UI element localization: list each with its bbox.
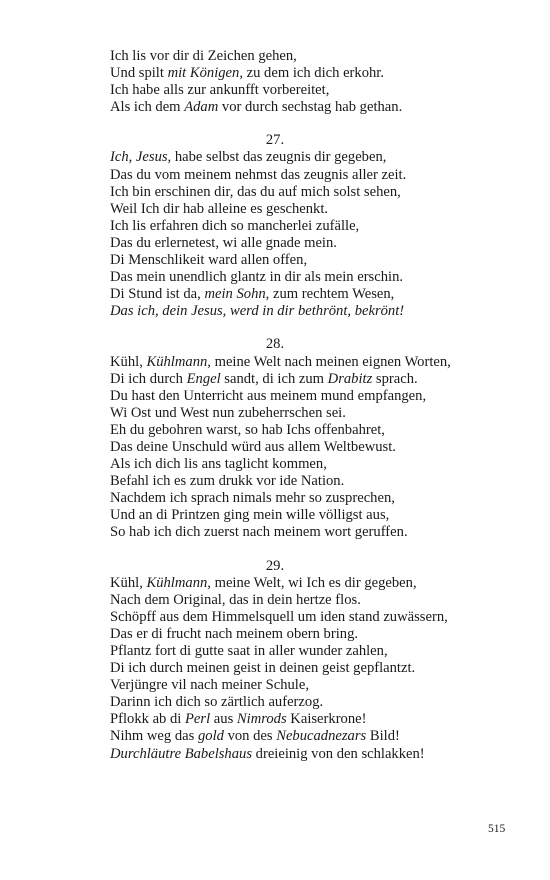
- verse-line: [110, 575, 440, 592]
- verse-line: [110, 405, 440, 422]
- verse-text: Nach dem Original, das in dein hertze flos.: [110, 591, 361, 608]
- verse-text: Ich lis vor dir di Zeichen gehen,: [110, 48, 297, 64]
- verse-text: Wi Ost und West nun zubeherrschen sei.: [110, 404, 346, 421]
- verse-text: Nachdem ich sprach nimals mehr so zusprechen,: [110, 490, 395, 507]
- verse-text: Ich bin erschinen dir, das du auf mich solst sehen,: [110, 183, 401, 200]
- verse-text: zu dem ich dich erkohr.: [242, 65, 385, 82]
- verse-text: aus: [210, 711, 237, 728]
- verse-line: [110, 524, 440, 541]
- verse-text: habe selbst das zeugnis dir gegeben,: [171, 149, 387, 166]
- verse-line: [110, 235, 440, 252]
- verse-text: meine Welt nach meinen eignen Worten,: [210, 353, 451, 370]
- verse-text: Und an di Printzen ging mein wille völligst aus,: [110, 507, 390, 524]
- verse-text: Di ich durch meinen geist in deinen geist gepflantzt.: [110, 660, 416, 677]
- italic-text: mein Sohn,: [204, 286, 270, 303]
- verse-line: [110, 303, 440, 320]
- verse-text: Bild!: [366, 728, 400, 745]
- verse-text: Das du vom meinem nehmst das zeugnis aller zeit.: [110, 166, 407, 183]
- verse-text: Di Menschlikeit ward allen offen,: [110, 252, 308, 269]
- verse-text: Nihm weg das: [110, 728, 198, 745]
- page-number: 515: [488, 823, 506, 835]
- verse-line: [110, 677, 440, 694]
- verse-text: Kühl,: [110, 574, 147, 591]
- verse-text: Darinn ich dich so zärtlich auferzog.: [110, 694, 324, 711]
- verse-line: [110, 422, 440, 439]
- verse-text: dreieinig von den schlakken!: [252, 745, 425, 762]
- verse-line: [110, 201, 440, 218]
- verse-line: [110, 99, 440, 116]
- verse-line: [110, 353, 451, 371]
- verse-text: Pflokk ab di: [110, 711, 185, 728]
- italic-text: Ich, Jesus,: [110, 149, 172, 166]
- verse-text: Befahl ich es zum drukk vor ide Nation.: [110, 473, 345, 490]
- verse-text: Das deine Unschuld würd aus allem Weltbewust.: [110, 438, 396, 455]
- verse-line: [110, 608, 448, 626]
- verse-line: [110, 643, 440, 660]
- stanza-number: 28.: [265, 336, 285, 353]
- verse-text: So hab ich dich zuerst nach meinem wort geruffen.: [110, 524, 408, 541]
- italic-text: gold: [197, 728, 224, 745]
- verse-line: [110, 286, 440, 303]
- verse-line: [110, 252, 440, 269]
- verse-text: Und spilt: [110, 65, 168, 82]
- verse-text: Als ich dem: [110, 99, 185, 116]
- italic-text: mit Königen,: [167, 65, 243, 82]
- verse-text: Kühl,: [110, 353, 147, 370]
- verse-line: [110, 746, 440, 763]
- verse-line: [110, 184, 440, 201]
- italic-text: Adam: [184, 99, 219, 116]
- verse-text: sprach.: [372, 370, 418, 387]
- italic-text: Kühlmann,: [146, 574, 211, 591]
- verse-text: Du hast den Unterricht aus meinem mund empfangen,: [110, 387, 427, 404]
- verse-text: Ich habe alls zur ankunfft vorbereitet,: [110, 82, 330, 99]
- verse-text: Pflantz fort di gutte saat in aller wunder zahlen,: [110, 643, 388, 659]
- stanza-number: 27.: [265, 132, 285, 149]
- verse-text: Schöpff aus dem Himmelsquell um iden stand zuwässern,: [110, 608, 448, 625]
- verse-text: Kaiserkrone!: [286, 711, 367, 728]
- italic-text: Nebucadnezars: [276, 728, 367, 745]
- verse-text: Di Stund ist da,: [110, 286, 205, 303]
- verse-line: [110, 626, 440, 643]
- verse-line: [110, 218, 440, 235]
- verse-line: [110, 371, 440, 388]
- italic-text: Kühlmann,: [146, 353, 211, 370]
- verse-text: Verjüngre vil nach meiner Schule,: [110, 677, 309, 694]
- verse-line: [110, 456, 440, 473]
- verse-text: Ich lis erfahren dich so mancherlei zufälle,: [110, 217, 360, 234]
- stanza-number: 29.: [265, 557, 285, 574]
- verse-line: [110, 711, 440, 728]
- verse-text: sandt, di ich zum: [220, 370, 328, 387]
- verse-text: Als ich dich lis ans taglicht kommen,: [110, 456, 327, 473]
- verse-text: zum rechtem Wesen,: [269, 286, 395, 303]
- verse-line: [110, 388, 440, 405]
- italic-text: Nimrods: [236, 711, 287, 728]
- verse-text: Das du erlernetest, wi alle gnade mein.: [110, 234, 337, 251]
- verse-line: [110, 439, 440, 456]
- verse-line: [110, 660, 440, 677]
- verse-text: Das er di frucht nach meinem obern bring.: [110, 625, 359, 642]
- verse-text: meine Welt, wi Ich es dir gegeben,: [210, 574, 417, 591]
- verse-line: [110, 728, 440, 745]
- verse-line: [110, 592, 440, 609]
- italic-text: Engel: [186, 370, 221, 387]
- verse-line: [110, 473, 440, 490]
- verse-line: [110, 65, 440, 82]
- italic-text: Das ich, dein Jesus, werd in dir bethrönt, bekrönt!: [110, 303, 405, 320]
- verse-text: Das mein unendlich glantz in dir als mein erschin.: [110, 269, 404, 286]
- verse-text: Eh du gebohren warst, so hab Ichs offenbahret,: [110, 421, 385, 438]
- verse-line: [110, 82, 440, 99]
- verse-line: [110, 507, 440, 524]
- verse-line: [110, 48, 440, 65]
- verse-line: [110, 694, 440, 711]
- verse-line: [110, 167, 440, 184]
- italic-text: Durchläutre Babelshaus: [110, 745, 253, 762]
- verse-text: Di ich durch: [110, 370, 187, 387]
- verse-text: von des: [223, 728, 277, 745]
- verse-text: vor durch sechstag hab gethan.: [218, 99, 403, 116]
- italic-text: Perl: [185, 711, 211, 728]
- italic-text: Drabitz: [327, 370, 373, 387]
- verse-line: [110, 269, 440, 286]
- verse-text: Weil Ich dir hab alleine es geschenkt.: [110, 200, 329, 217]
- poem-text: [110, 48, 451, 763]
- verse-line: [110, 149, 440, 166]
- verse-line: [110, 490, 440, 507]
